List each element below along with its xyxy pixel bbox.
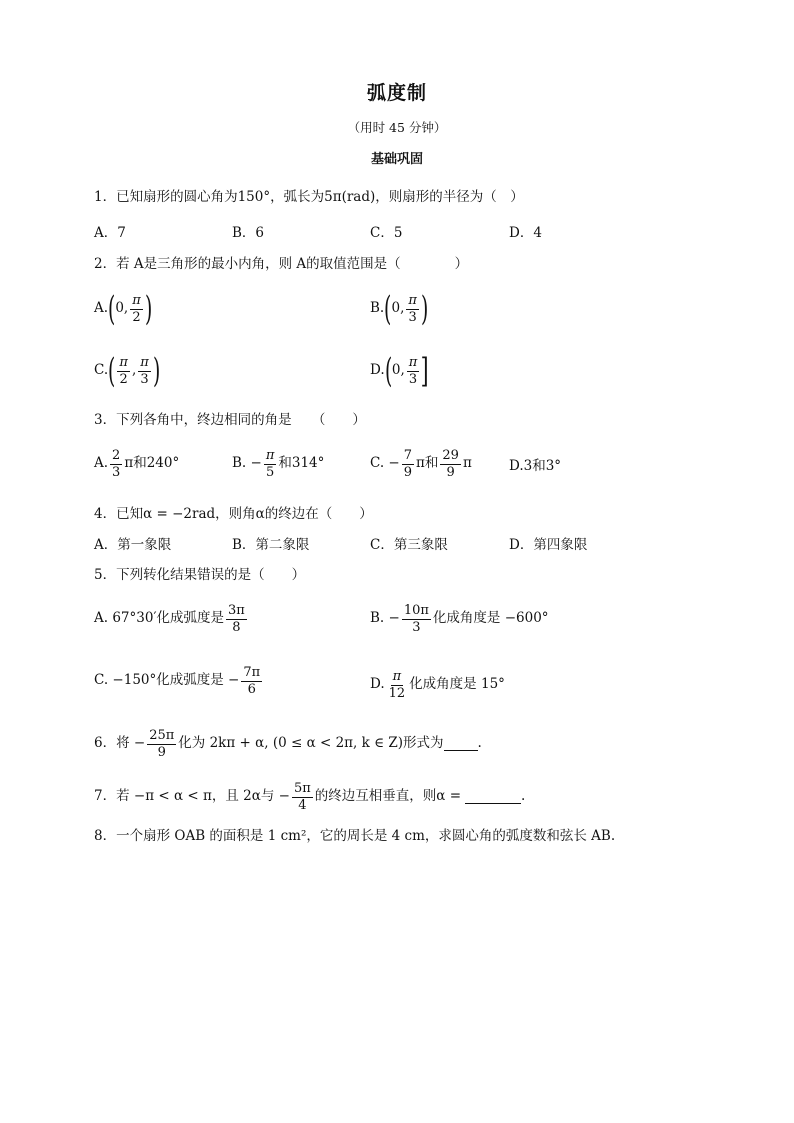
- q3-c-mid: π和: [416, 455, 439, 472]
- q2-option-c: [94, 351, 161, 391]
- q7-answer-blank[interactable]: [465, 791, 521, 804]
- q3-b-rest: 和314°: [278, 455, 325, 472]
- q1-stem: 1．已知扇形的圆心角为150°，弧长为5π(rad)，则扇形的半径为（ ）: [94, 189, 524, 205]
- q3-stem: 3．下列各角中，终边相同的角是 （ ）: [94, 412, 366, 428]
- q2-c-fraction-2: $\frac{\pi}{3}$: [140, 354, 149, 387]
- q7-fraction: $\frac{5\pi}{4}$: [293, 781, 311, 813]
- q2-option-d-label: D.: [370, 362, 385, 379]
- q2-d-zero: 0,: [391, 362, 405, 379]
- q5-b-label: B. −: [370, 610, 400, 627]
- open-paren: (: [108, 289, 116, 329]
- close-paren: ): [144, 289, 153, 329]
- q2-option-a-label: A.: [94, 300, 109, 317]
- q7-end: .: [521, 788, 526, 805]
- close-bracket: ]: [420, 351, 429, 391]
- q3-option-b-label: B. −: [232, 455, 262, 472]
- q2-b-fraction: $\frac{\pi}{3}$: [408, 292, 417, 325]
- q6-fraction: $\frac{25\pi}{9}$: [149, 728, 175, 760]
- q5-b-text: 化成角度是 −600°: [432, 610, 549, 627]
- q2-option-b-label: B.: [370, 300, 385, 317]
- q3-option-c: [370, 449, 472, 479]
- q5-c-fraction: $\frac{7\pi}{6}$: [243, 665, 261, 697]
- q5-a-text: A. 67°30′化成弧度是: [94, 610, 225, 627]
- q3-option-b: [232, 449, 324, 479]
- q3-c-fraction-2: $\frac{29}{9}$: [442, 448, 459, 480]
- q4-option-c: C．第三象限: [370, 537, 448, 553]
- close-paren: ): [152, 351, 161, 391]
- q3-option-a: [94, 449, 179, 479]
- q3-c-fraction-1: $\frac{7}{9}$: [403, 448, 413, 480]
- q6-end: .: [477, 735, 482, 752]
- q5-b-fraction: $\frac{10\pi}{3}$: [403, 603, 429, 635]
- q2-option-c-label: C.: [94, 362, 109, 379]
- open-paren: (: [384, 351, 392, 391]
- q5-c-text: C. −150°化成弧度是 −: [94, 672, 240, 689]
- q1-option-d: D．4: [509, 225, 542, 241]
- q5-option-d: [370, 670, 505, 700]
- q5-stem: 5．下列转化结果错误的是（ ）: [94, 567, 306, 583]
- q2-option-b: [370, 289, 429, 329]
- section-heading: 基础巩固: [370, 152, 423, 167]
- q5-d-label: D.: [370, 676, 385, 693]
- q1-option-a: A．7: [94, 225, 126, 241]
- q4-option-d: D．第四象限: [509, 537, 588, 553]
- q3-option-c-label: C. −: [370, 455, 400, 472]
- q5-option-b: [370, 604, 549, 634]
- q2-d-fraction: $\frac{\pi}{3}$: [408, 354, 418, 387]
- q3-b-fraction: $\frac{\pi}{5}$: [265, 448, 275, 480]
- close-paren: ): [420, 289, 429, 329]
- time-note: （用时 45 分钟）: [347, 120, 447, 135]
- q8-stem: 8．一个扇形 OAB 的面积是 1 cm²，它的周长是 4 cm，求圆心角的弧度数和弦长 AB.: [94, 828, 616, 844]
- q3-option-d: D.3和3°: [509, 458, 562, 474]
- q6-stem: [94, 729, 482, 759]
- q3-c-rest: π: [462, 455, 472, 472]
- q2-stem: 2．若 A是三角形的最小内角，则 A的取值范围是（ ）: [94, 256, 469, 272]
- q5-option-c: [94, 666, 264, 696]
- open-paren: (: [108, 351, 116, 391]
- q4-stem: 4．已知α = −2rad，则角α的终边在（ ）: [94, 506, 373, 522]
- q6-answer-blank[interactable]: [444, 738, 478, 751]
- q1-option-c: C．5: [370, 225, 403, 241]
- q2-c-fraction-1: $\frac{\pi}{2}$: [119, 354, 128, 387]
- q2-option-d: [370, 351, 429, 391]
- q3-a-rest: π和240°: [124, 455, 180, 472]
- q5-d-text: 化成角度是 15°: [409, 676, 505, 693]
- q2-a-zero: 0,: [115, 300, 129, 317]
- open-paren: (: [384, 289, 392, 329]
- q2-b-zero: 0,: [391, 300, 405, 317]
- q7-pre: 7．若 −π < α < π，且 2α与 −: [94, 788, 290, 805]
- q7-post: 的终边互相垂直，则α =: [314, 788, 462, 805]
- q2-c-comma: ,: [131, 362, 137, 379]
- q4-option-b: B．第二象限: [232, 537, 310, 553]
- q3-option-a-label: A.: [94, 455, 109, 472]
- q4-option-a: A．第一象限: [94, 537, 172, 553]
- q1-option-b: B．6: [232, 225, 265, 241]
- q6-pre: 6．将 −: [94, 735, 146, 752]
- q5-option-a: [94, 604, 249, 634]
- q5-a-fraction: $\frac{3\pi}{8}$: [228, 603, 245, 635]
- page-title: 弧度制: [366, 82, 427, 104]
- q5-d-fraction: $\frac{\pi}{12}$: [388, 669, 406, 701]
- q3-a-fraction: $\frac{2}{3}$: [112, 448, 121, 480]
- q2-a-fraction: $\frac{\pi}{2}$: [132, 292, 141, 325]
- q2-option-a: [94, 289, 153, 329]
- q6-post: 化为 2kπ + α, (0 ≤ α < 2π, k ∈ Z)形式为: [178, 735, 444, 752]
- q7-stem: [94, 782, 525, 812]
